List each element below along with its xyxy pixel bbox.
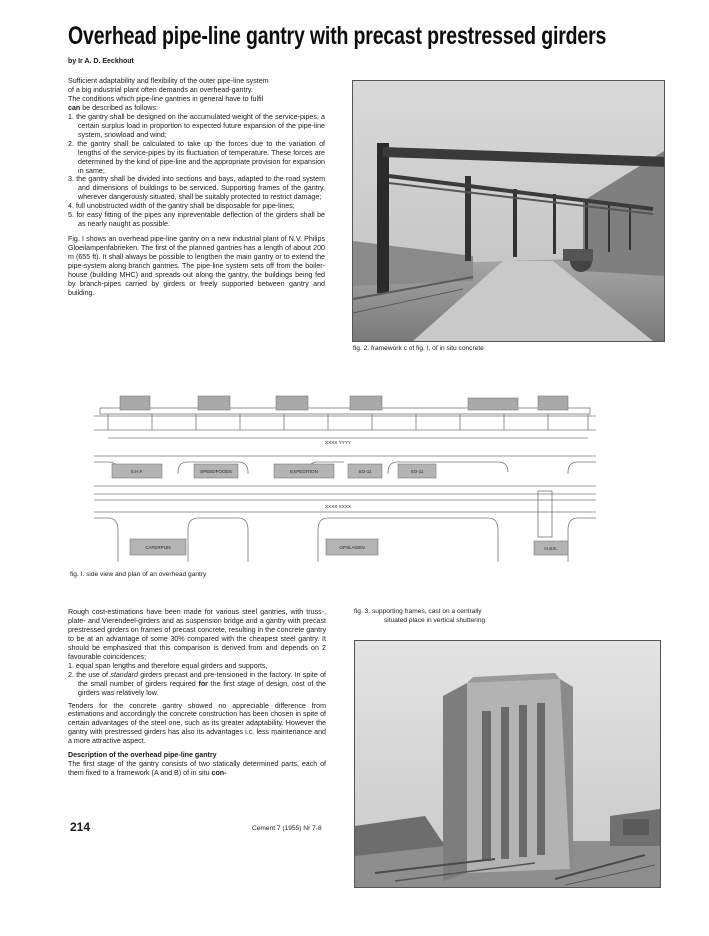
intro-line [68, 104, 325, 113]
paragraph: Rough cost-estimations have been made for various steel gantries, with truss-, plate- and Vierendeel-girders and as suspension bridge and a gantry with precast prestressed girders on frames of precast concrete, resulting in the concrete gantry to be at an advantage of some 30% compared with the cheapest steel gantry. It should be emphasized that this comparison is derived from and depends on 2 favourable coincidences; [68, 608, 326, 661]
intro-line: The conditions which pipe-line gantries in general have to fulfil [68, 94, 264, 103]
intro-line: of a big industrial plant often demands an overhead-gantry. [68, 85, 253, 94]
fig3-photo [354, 640, 661, 888]
list-item: 5. for easy fitting of the pipes any inpreventable deflection of the girders shall be as nearly naught as possible. [68, 211, 325, 229]
para3-text: The first stage of the gantry consists of two statically determined parts, each of them fixed to a framework (A and B) of in situ [68, 760, 326, 778]
list-item: 3. the gantry shall be divided into sections and bays, adapted to the road system and dimensions of buildings to be serviced. Supporting frames of the gantry, wherever dangerously situated, shall be suitably protected to restrict damage; [68, 175, 325, 202]
fig1-drawing [68, 386, 608, 564]
journal-reference: Cement 7 (1955) Nr 7-8 [252, 825, 322, 832]
byline: by Ir A. D. Eeckhout [68, 58, 134, 65]
section2-column [68, 608, 326, 778]
building-label: SO-11 [358, 469, 372, 474]
requirements-list [68, 113, 325, 229]
building-label: SO-11 [410, 469, 424, 474]
building-label: EXPEDITION [290, 469, 318, 474]
fig3-caption-line: fig. 3. supporting frames, cast on a centrally [354, 608, 482, 615]
paragraph: Fig. I shows an overhead pipe-line gantry on a new industrial plant of N.V. Philips Gloeilampenfabrieken. The first of the planned gantries has a length of about 200 m (655 ft). It shall always be possible to lengthen the main gantry or to extend the pipe-system along branch gantries. The pipe-line system sets off from the boiler-house (building MHC) and spreads out along the gantry, the buildings being fed by branch-pipes carried by girders or freely supported between gantry and building. [68, 235, 325, 297]
fig2-photo [352, 80, 665, 342]
road-label: XXXX YYYY [325, 440, 351, 445]
list-item [68, 671, 326, 698]
can-word: can [68, 103, 81, 112]
intro-line: Sufficient adaptability and flexibility of the outer pipe-line system [68, 77, 269, 85]
fig2-caption: fig. 2. framework c of fig. I, of in situ concrete [353, 345, 484, 352]
item2-em: standard [110, 670, 138, 679]
page-number: 214 [70, 820, 91, 834]
building-label: OPSLAGEN [339, 545, 365, 550]
paragraph [68, 760, 326, 778]
item2-mid: girders precast and pre-tensioned in the factory. In spite of the small number of girders required [78, 670, 326, 688]
section-heading: Description of the overhead pipe-line gantry [68, 751, 217, 760]
road-label: XXXX XXXX [325, 504, 351, 509]
list-item: 2. the gantry shall be calculated to take up the forces due to the variation of lengths of the service-pipes by its fluctuation of temperature. These forces are determined by the kind of pipe-line and the appropriate provision for expansion in same; [68, 139, 325, 175]
para3-bold: con- [211, 769, 227, 778]
building-label: H.S.E. [544, 546, 558, 551]
article-title: Overhead pipe-line gantry with precast prestressed girders [68, 22, 607, 50]
list-item: 1. the gantry shall be designed on the accumulated weight of the service-pipes, a certain surplus load in proportion to expected future expansion of the pipe-line system, snowload and wind; [68, 112, 325, 139]
building-label: CATERPIJN [145, 545, 171, 550]
fig1-caption: fig. I. side view and plan of an overhead gantry [70, 571, 207, 578]
item2-pre: 2. the use of [68, 670, 111, 679]
fig3-caption [354, 608, 485, 625]
fig3-caption-line: situated place in vertical shuttering [384, 616, 486, 624]
coincidences-list [68, 662, 326, 698]
intro-column [68, 77, 325, 298]
item2-post: the first stage of design, cost of the girders was relatively low. [78, 679, 326, 697]
paragraph: Tenders for the concrete gantry showed no appreciable difference from estimations and accordingly the concrete construction has been chosen in spite of certain advantages of the steel one, such as its greater adaptability. However the gantry with prestressed girders has also its advantages i.c. less maintenance and a more attractive aspect. [68, 701, 326, 746]
can-rest: be described as follows: [80, 103, 158, 112]
item2-bold: for [198, 679, 208, 688]
list-item: 4. full unobstructed width of the gantry shall be disposable for pipe-lines; [68, 202, 295, 211]
building-label: S.H.F. [130, 469, 144, 474]
list-item: 1. equal span lengths and therefore equal girders and supports, [68, 661, 268, 670]
building-label: SPEEDFOODS [200, 469, 232, 474]
